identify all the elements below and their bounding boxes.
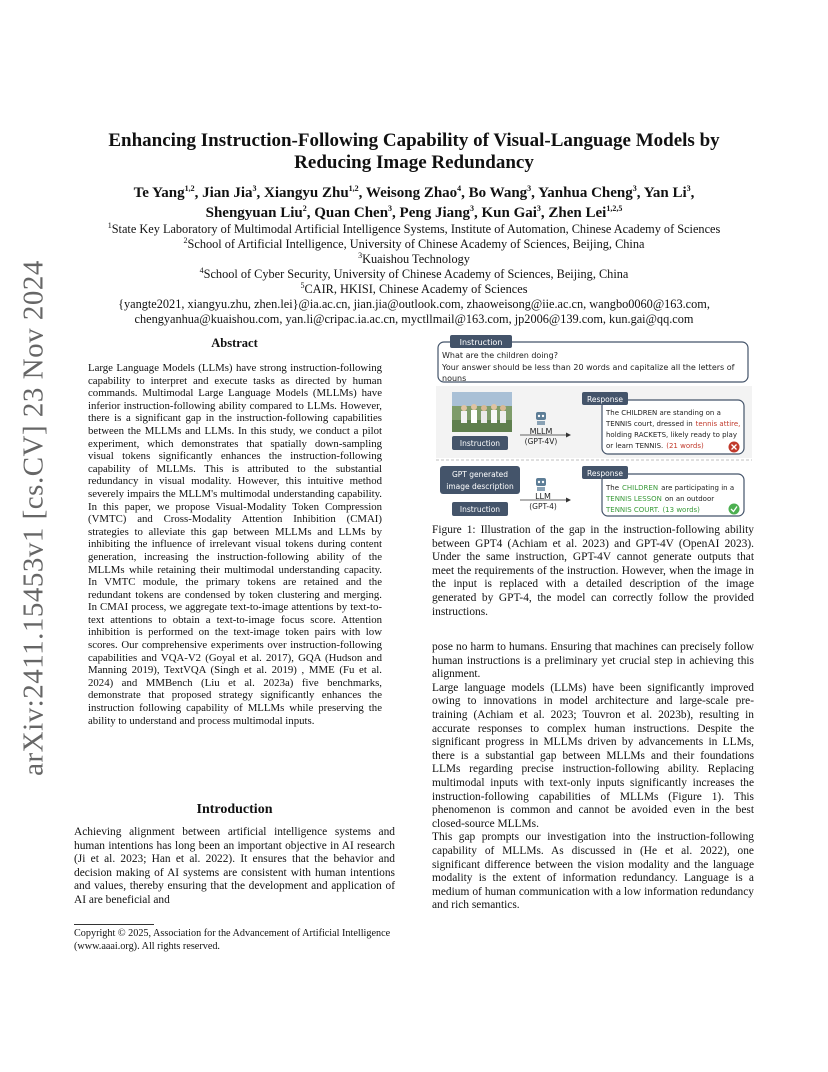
response-1-line-2 <box>605 420 740 428</box>
author-sup: 3 <box>252 184 257 193</box>
paragraph: This gap prompts our investigation into the instruction-following capability of MLLMs. As discussed in (He et al. 2022), one significant difference between the vision modality and the language modality is the extent of information redundancy. Language is a medium of human communication with a low information redundancy and rich semantics. <box>432 831 754 912</box>
affiliation-text: Kuaishou Technology <box>362 252 470 266</box>
affiliation-sup: 2 <box>183 235 188 245</box>
introduction-body: Achieving alignment between artificial intelligence systems and human intentions has long been an important objective in AI research (Ji et al. 2023; Han et al. 2022). It ensures that the behavior and decision making of AI systems are consistent with human intentions and values, thereby ensuring that the development and application of AI are beneficial and <box>74 826 395 906</box>
gpt-box-line-1: GPT generated <box>451 470 509 479</box>
author-sup: 3 <box>469 204 474 213</box>
llm-model: (GPT-4) <box>529 502 557 511</box>
response-1-text: TENNIS court, dressed in <box>606 420 693 428</box>
author-sup: 3 <box>686 184 691 193</box>
instruction-button-2-text: Instruction <box>459 505 501 514</box>
author-sep: , <box>358 185 366 201</box>
affiliation-line <box>74 237 754 252</box>
author-sep: , <box>194 185 203 201</box>
title-line-2: Reducing Image Redundancy <box>294 152 534 173</box>
author-name: Yan Li <box>643 185 687 201</box>
author-sup: 3 <box>388 204 393 213</box>
author-sup: 3 <box>527 184 532 193</box>
instruction-button-1-text: Instruction <box>459 439 501 448</box>
tennis-children-image <box>452 392 512 432</box>
response-2-green-text: TENNIS COURT. <box>606 506 660 514</box>
email-line-2: chengyanhua@kuaishou.com, yan.li@cripac.ia.ac.cn, myctllmail@163.com, jp2006@139.com, kun.gai@qq.com <box>134 312 694 326</box>
author-sep: , <box>473 205 482 221</box>
robot-icon-2 <box>536 478 546 491</box>
copyright-footnote: Copyright © 2025, Association for the Advancement of Artificial Intelligence (www.aaai.org). All rights reserved. <box>74 928 391 952</box>
author-sep: , <box>531 185 539 201</box>
abstract-body: Large Language Models (LLMs) have strong instruction-following capability to interpret and execute tasks as directed by human commands. Multimodal Large Language Models (MLLMs) have inferior instruction-following ability compared to LLMs. However, there is a significant gap in the instruction-following capabilities between the MLLMs and LLMs. In this study, we conduct a pilot experiment, which demonstrates that spatially down-sampling visual tokens significantly enhances the instruction-following capability of MLLMs. This is attributed to the substantial redundancy in visual modality. However, this intuitive method severely impairs the MLLM's multimodal understanding capability. In this paper, we propose Visual-Modality Token Compression (VMTC) and Cross-Modality Attention Inhibition (CMAI) strategies to alleviate this gap between MLLMs and LLMs by inhibiting the influence of irrelevant visual tokens during content generation, increasing the instruction-following ability of the MLLMs while retaining their multimodal understanding capacity. In VMTC module, the primary tokens are retained and the redundant tokens are condensed by token clustering and merging. In CMAI process, we aggregate text-to-image attentions by text-to-text attentions to obtain a text-to-image focus score. Attention inhibition is performed on the text-image token pairs with low scores. Our comprehensive experiments over instruction-following capabilities and VQA-V2 (Goyal et al. 2017), GQA (Hudson and Manning 2019), TextVQA (Singh et al. 2019) , MME (Fu et al. 2024) and MMBench (Liu et al. 2023a) five benchmarks, demonstrate that proposed strategy significantly enhances the instruction following capability of MLLMs while preserving the ability to understand and process multimodal inputs. <box>88 362 382 727</box>
affiliation-sup: 5 <box>300 280 305 290</box>
response-2-word-count: (13 words) <box>662 506 700 514</box>
response-2-line-1 <box>605 484 734 492</box>
llm-label: LLM <box>535 492 551 501</box>
response-2-green-text: TENNIS LESSON <box>606 495 662 503</box>
mllm-label: MLLM <box>529 427 553 436</box>
author-sup: 3 <box>536 204 541 213</box>
response-tag-2-text: Response <box>586 469 624 478</box>
affiliation-text: School of Artificial Intelligence, University of Chinese Academy of Sciences, Beijing, China <box>187 237 645 251</box>
author-name: Kun Gai <box>481 205 537 221</box>
author-sep: , <box>690 185 695 201</box>
response-2-text: on an outdoor <box>664 495 715 503</box>
author-sup: 3 <box>632 184 637 193</box>
affiliations <box>74 222 754 327</box>
affiliation-sup: 3 <box>358 250 363 260</box>
affiliation-line <box>74 252 754 267</box>
affiliation-text: School of Cyber Security, University of Chinese Academy of Sciences, Beijing, China <box>203 267 629 281</box>
response-1-red-text: tennis attire, <box>695 420 741 428</box>
mllm-model: (GPT-4V) <box>524 437 558 446</box>
author-sup: 2 <box>302 204 307 213</box>
author-sep: , <box>392 205 400 221</box>
author-name: Weisong Zhao <box>365 185 458 201</box>
author-list <box>74 183 754 223</box>
author-sep: , <box>256 185 265 201</box>
author-name: Shengyuan Liu <box>205 205 303 221</box>
paragraph: pose no harm to humans. Ensuring that machines can precisely follow human instructions is a preliminary yet crucial step in achieving this alignment. <box>432 641 754 681</box>
figure-1-caption: Figure 1: Illustration of the gap in the instruction-following ability between GPT4 (Achiam et al. 2023) and GPT-4V (OpenAI 2023). Under the same instruction, GPT-4V cannot generate outputs that meet the requirements of the instruction. However, when the image in the input is replaced with a detailed description of the image generated by GPT-4, the model can correctly follow the provided instructions. <box>432 524 754 618</box>
affiliation-line <box>74 267 754 282</box>
affiliation-line <box>74 222 754 237</box>
response-tag-1-text: Response <box>586 395 624 404</box>
response-2-green-text: CHILDREN <box>622 484 659 492</box>
instruction-line-3: nouns <box>442 374 467 383</box>
right-column-body <box>432 641 754 913</box>
paper-title <box>74 130 754 174</box>
introduction-heading: Introduction <box>196 802 273 817</box>
affiliation-line <box>74 282 754 297</box>
author-sep: , <box>540 205 549 221</box>
gpt-box-line-2: image description <box>446 482 514 491</box>
instruction-line-1: What are the children doing? <box>442 351 558 360</box>
response-2-line-3 <box>605 506 700 514</box>
affiliation-text: CAIR, HKISI, Chinese Academy of Sciences <box>304 282 528 296</box>
author-name: Zhen Lei <box>548 205 607 221</box>
arxiv-id-text: arXiv:2411.15453v1 [cs.CV] 23 Nov 2024 <box>17 260 50 776</box>
response-1-text: or learn TENNIS. <box>606 442 664 450</box>
fail-icon <box>729 442 740 453</box>
author-sup: 1,2 <box>184 184 195 193</box>
author-sup: 1,2,5 <box>606 204 623 213</box>
arxiv-side-label <box>14 260 54 776</box>
email-line-1: {yangte2021, xiangyu.zhu, zhen.lei}@ia.ac.cn, jian.jia@outlook.com, zhaoweisong@iie.ac.cn, wangbo0060@163.com, <box>118 297 710 311</box>
footnote-rule <box>74 924 154 925</box>
author-name: Peng Jiang <box>399 205 470 221</box>
affiliation-sup: 1 <box>107 220 112 230</box>
author-name: Te Yang <box>133 185 185 201</box>
author-name: Bo Wang <box>468 185 528 201</box>
author-line-1 <box>74 183 754 203</box>
figure-1 <box>436 334 754 520</box>
author-sup: 1,2 <box>348 184 359 193</box>
author-name: Jian Jia <box>202 185 253 201</box>
author-sep: , <box>636 185 644 201</box>
paragraph: Large language models (LLMs) have been significantly improved owing to innovations in model architecture and large-scale pre-training (Achiam et al. 2023; Touvron et al. 2023b), resulting in accurate responses to complex human instructions. Despite the significant progress in MLLMs driven by advancements in LLMs, there is a substantial gap between MLLMs and their foundations LLMs regarding precise instruction-following ability. Replacing multimodal inputs with text-only inputs significantly increases the instruction-following capabilities of MLLMs (Figure 1). This phenomenon is common and cannot be avoided even in the best closed-source MLLMs. <box>432 681 754 830</box>
instruction-tag-text: Instruction <box>459 338 503 347</box>
author-name: Xiangyu Zhu <box>264 185 349 201</box>
response-1-word-count: (21 words) <box>666 442 704 450</box>
author-sep: , <box>461 185 469 201</box>
response-2-text: The <box>606 484 620 492</box>
response-1-line-1: The CHILDREN are standing on a <box>606 409 721 417</box>
author-line-2 <box>74 203 754 223</box>
response-1-line-4 <box>606 442 704 450</box>
affiliation-sup: 4 <box>199 265 204 275</box>
title-line-1: Enhancing Instruction-Following Capability of Visual-Language Models by <box>108 130 720 151</box>
response-2-line-2 <box>605 495 714 503</box>
author-name: Quan Chen <box>314 205 389 221</box>
abstract-heading: Abstract <box>211 336 258 350</box>
author-name: Yanhua Cheng <box>538 185 633 201</box>
success-check-icon <box>729 504 740 515</box>
affiliation-text: State Key Laboratory of Multimodal Artificial Intelligence Systems, Institute of Automation, Chinese Academy of Sciences <box>111 222 721 236</box>
response-1-line-3: holding RACKETS, likely ready to play <box>606 431 737 439</box>
instruction-line-2: Your answer should be less than 20 words and capitalize all the letters of <box>442 363 735 372</box>
response-2-text: are participating in a <box>661 484 735 492</box>
robot-icon-1 <box>536 412 546 425</box>
author-sup: 4 <box>457 184 462 193</box>
author-sep: , <box>306 205 315 221</box>
